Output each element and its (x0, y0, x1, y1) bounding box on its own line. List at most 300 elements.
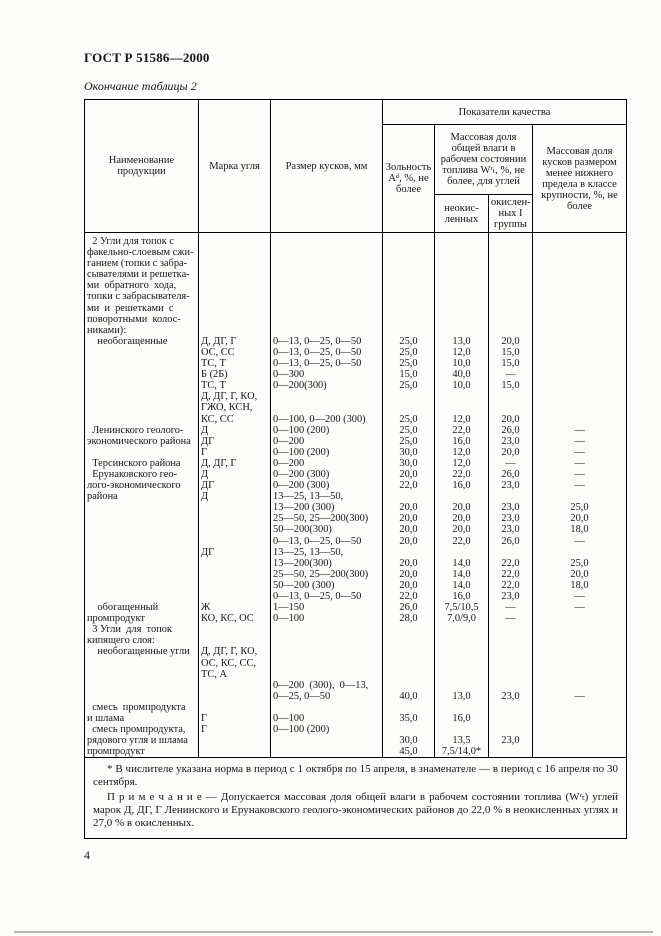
table-cell: 14,0 (435, 580, 489, 591)
table-cell: Д (199, 425, 271, 436)
table-row (85, 258, 627, 269)
table-cell: 20,0 (383, 524, 435, 535)
table-cell: необогащенные (85, 336, 199, 347)
table-cell: 26,0 (489, 469, 533, 480)
table-cell (199, 247, 271, 258)
table-cell (199, 702, 271, 713)
table-cell: 0—100 (200) (271, 425, 383, 436)
table-cell (271, 669, 383, 680)
table-cell (85, 447, 199, 458)
table-row (85, 269, 627, 280)
table-cell: ТС, Т (199, 380, 271, 391)
table-cell (383, 635, 435, 646)
table-cell (489, 314, 533, 325)
header-moisture: Массовая доля общей влаги в рабочем состоянии топлива Wʳₜ, %, не более, для углей (435, 125, 533, 195)
table-cell: ДГ (199, 547, 271, 558)
table-cell: 50—200(300) (271, 524, 383, 535)
table-cell (271, 635, 383, 646)
table-cell (383, 547, 435, 558)
table-cell (383, 669, 435, 680)
table-cell (383, 624, 435, 635)
table-row (85, 746, 627, 758)
table-cell: — (533, 447, 627, 458)
table-row (85, 291, 627, 302)
table-cell (533, 746, 627, 758)
table-cell: 40,0 (435, 369, 489, 380)
table-cell (271, 702, 383, 713)
table-row (85, 391, 627, 402)
table-row (85, 358, 627, 369)
footnote-cell (85, 758, 627, 839)
table-cell (199, 558, 271, 569)
table-cell: — (489, 613, 533, 624)
table-cell: рядового угля и шлама (85, 735, 199, 746)
table-cell: обогащенный (85, 602, 199, 613)
table-cell: 0—200 (300), 0—13, (271, 680, 383, 691)
table-row (85, 735, 627, 746)
table-cell: — (533, 591, 627, 602)
table-cell: 20,0 (383, 513, 435, 524)
table-cell (85, 658, 199, 669)
table-cell (533, 613, 627, 624)
table-cell: никами): (85, 325, 199, 336)
table-row (85, 702, 627, 713)
table-cell (199, 536, 271, 547)
table-cell: промпродукт (85, 746, 199, 758)
table-cell: 20,0 (489, 414, 533, 425)
header-fines: Массовая доля кусков размером менее нижнего предела в классе крупности, %, не более (533, 125, 627, 233)
table-cell (489, 291, 533, 302)
table-cell: лого-экономического (85, 480, 199, 491)
table-cell (435, 724, 489, 735)
table-cell: ОС, КС, СС, (199, 658, 271, 669)
table-cell (533, 402, 627, 413)
table-cell (383, 402, 435, 413)
header-coal-grade: Марка угля (199, 100, 271, 233)
table-row (85, 325, 627, 336)
table-cell: ТС, А (199, 669, 271, 680)
table-cell: кипящего слоя: (85, 635, 199, 646)
table-cell (435, 547, 489, 558)
table-cell (85, 558, 199, 569)
table-row (85, 513, 627, 524)
table-cell: 15,0 (489, 380, 533, 391)
table-cell: 22,0 (383, 480, 435, 491)
table-row (85, 280, 627, 291)
table-cell (533, 303, 627, 314)
table-cell (271, 624, 383, 635)
table-row (85, 658, 627, 669)
table-row (85, 624, 627, 635)
table-row (85, 536, 627, 547)
header-product-name: Наименование продукции (85, 100, 199, 233)
table-cell: 13—25, 13—50, (271, 491, 383, 502)
table-cell: экономического района (85, 436, 199, 447)
table-cell: 25,0 (383, 336, 435, 347)
table-cell (85, 591, 199, 602)
table-cell: 16,0 (435, 436, 489, 447)
coal-quality-table (84, 99, 627, 839)
table-cell: — (533, 469, 627, 480)
table-cell: Г (199, 713, 271, 724)
table-cell: 25—50, 25—200(300) (271, 513, 383, 524)
table-cell: 18,0 (533, 580, 627, 591)
table-cell (533, 547, 627, 558)
table-cell (435, 391, 489, 402)
table-row (85, 447, 627, 458)
table-cell: 30,0 (383, 447, 435, 458)
table-cell (271, 391, 383, 402)
table-cell: — (489, 602, 533, 613)
table-cell (533, 646, 627, 657)
table-cell (533, 414, 627, 425)
table-cell: 13,0 (435, 691, 489, 702)
table-cell (271, 325, 383, 336)
doc-code: ГОСТ Р 51586—2000 (84, 50, 210, 65)
table-row (85, 691, 627, 702)
table-cell: 0—200 (271, 458, 383, 469)
table-cell (435, 491, 489, 502)
table-cell: 14,0 (435, 569, 489, 580)
table-cell: ТС, Т (199, 358, 271, 369)
table-cell (489, 325, 533, 336)
table-cell (533, 658, 627, 669)
table-cell (199, 591, 271, 602)
table-cell (85, 536, 199, 547)
table-cell (85, 369, 199, 380)
table-row (85, 380, 627, 391)
table-cell (383, 325, 435, 336)
table-cell: 20,0 (533, 569, 627, 580)
table-cell (435, 402, 489, 413)
table-cell: 22,0 (435, 469, 489, 480)
table-cell: ми и решетками с (85, 303, 199, 314)
table-cell: 20,0 (489, 336, 533, 347)
table-cell: 25,0 (383, 347, 435, 358)
table-cell (533, 680, 627, 691)
header-moisture-unoxidized: неокис- ленных (435, 195, 489, 233)
table-cell (199, 325, 271, 336)
table-cell: 0—13, 0—25, 0—50 (271, 536, 383, 547)
table-cell (199, 691, 271, 702)
table-cell: Ленинского геолого- (85, 425, 199, 436)
table-cell: и шлама (85, 713, 199, 724)
table-cell: 2 Угли для топок с (85, 233, 199, 248)
table-cell (85, 580, 199, 591)
table-cell: 26,0 (489, 536, 533, 547)
table-cell (533, 258, 627, 269)
table-cell (489, 713, 533, 724)
table-cell (85, 569, 199, 580)
table-cell: необогащенные угли (85, 646, 199, 657)
table-cell (533, 380, 627, 391)
table-cell (383, 258, 435, 269)
table-row (85, 314, 627, 325)
table-row (85, 569, 627, 580)
table-cell: 23,0 (489, 502, 533, 513)
table-cell: — (489, 458, 533, 469)
table-cell: Терсинского района (85, 458, 199, 469)
header-quality-indicators: Показатели качества (383, 100, 627, 125)
table-cell (435, 291, 489, 302)
table-cell: 0—13, 0—25, 0—50 (271, 591, 383, 602)
table-cell (435, 258, 489, 269)
table-cell (271, 233, 383, 248)
table-row (85, 233, 627, 248)
table-cell (435, 635, 489, 646)
table-cell (489, 547, 533, 558)
table-cell (85, 414, 199, 425)
table-cell: 0—100, 0—200 (300) (271, 414, 383, 425)
table-cell: смесь промпродукта, (85, 724, 199, 735)
table-cell: — (533, 480, 627, 491)
table-cell: ми обратного хода, (85, 280, 199, 291)
table-cell: 23,0 (489, 480, 533, 491)
scan-edge-shadow (14, 931, 653, 933)
table-cell: 50—200 (300) (271, 580, 383, 591)
table-row (85, 502, 627, 513)
table-cell (383, 233, 435, 248)
table-cell: — (533, 458, 627, 469)
table-cell (199, 291, 271, 302)
table-row (85, 602, 627, 613)
table-cell (533, 635, 627, 646)
table-cell: топки с забрасывателя- (85, 291, 199, 302)
table-cell (489, 303, 533, 314)
table-cell: Д (199, 469, 271, 480)
table-cell: 1—150 (271, 602, 383, 613)
table-cell (199, 233, 271, 248)
table-cell: 22,0 (489, 580, 533, 591)
table-cell (435, 702, 489, 713)
table-cell: Г (199, 447, 271, 458)
table-cell: ганием (топки с забра- (85, 258, 199, 269)
table-cell: — (533, 536, 627, 547)
table-cell (199, 280, 271, 291)
footnote-asterisk: * В числителе указана норма в период с 1 октября по 15 апреля, в знаменателе — в период с 16 апреля по 30 сентября. (93, 763, 619, 789)
table-cell: Б (2Б) (199, 369, 271, 380)
table-cell (435, 646, 489, 657)
table-row (85, 635, 627, 646)
header-moisture-oxidized: окислен- ных I группы (489, 195, 533, 233)
table-cell: Д, ДГ, Г (199, 336, 271, 347)
table-cell (271, 646, 383, 657)
table-cell (435, 269, 489, 280)
table-cell: 20,0 (383, 469, 435, 480)
table-cell: 10,0 (435, 358, 489, 369)
table-cell (199, 303, 271, 314)
table-row (85, 558, 627, 569)
table-cell (489, 491, 533, 502)
table-row (85, 336, 627, 347)
table-header (85, 100, 627, 233)
table-cell (85, 524, 199, 535)
table-cell: — (533, 602, 627, 613)
table-cell: ДГ (199, 480, 271, 491)
table-cell (435, 280, 489, 291)
table-cell: — (533, 436, 627, 447)
table-cell: 28,0 (383, 613, 435, 624)
table-cell: 15,0 (489, 358, 533, 369)
table-cell: поворотными колос- (85, 314, 199, 325)
table-cell (533, 624, 627, 635)
table-cell: 13—200 (300) (271, 502, 383, 513)
table-cell (383, 391, 435, 402)
table-cell: 23,0 (489, 735, 533, 746)
table-cell (489, 702, 533, 713)
table-cell (489, 247, 533, 258)
table-cell: 23,0 (489, 513, 533, 524)
table-cell: КО, КС, ОС (199, 613, 271, 624)
table-cell: 30,0 (383, 735, 435, 746)
table-row (85, 491, 627, 502)
table-row (85, 347, 627, 358)
table-cell: Д, ДГ, Г, КО, (199, 391, 271, 402)
table-cell (489, 658, 533, 669)
table-cell: 25,0 (533, 558, 627, 569)
table-cell (489, 280, 533, 291)
table-cell: 25,0 (383, 380, 435, 391)
table-cell: 0—200(300) (271, 380, 383, 391)
table-cell: 12,0 (435, 414, 489, 425)
table-cell: 13—200(300) (271, 558, 383, 569)
table-cell: ГЖО, КСН, (199, 402, 271, 413)
table-cell: 13—25, 13—50, (271, 547, 383, 558)
table-cell: 0—25, 0—50 (271, 691, 383, 702)
table-row (85, 680, 627, 691)
table-cell: Д, ДГ, Г (199, 458, 271, 469)
table-cell: 16,0 (435, 480, 489, 491)
table-cell (489, 391, 533, 402)
table-cell (533, 269, 627, 280)
table-cell: 0—100 (200) (271, 447, 383, 458)
table-cell (199, 735, 271, 746)
table-row (85, 469, 627, 480)
table-row (85, 713, 627, 724)
footnote-note: П р и м е ч а н и е — Допускается массовая доля общей влаги в рабочем состоянии топлива (Wʳₜ) углей марок Д, ДГ, Г Ленинского и Ерунаковского геолого-экономических районов до 22,0 % в неокисленных углях и 27,0 % в окисленных. (93, 791, 619, 830)
table-row (85, 247, 627, 258)
table-cell (271, 258, 383, 269)
table-cell (199, 513, 271, 524)
table-cell: 15,0 (383, 369, 435, 380)
table-cell: 25,0 (383, 436, 435, 447)
table-cell (85, 502, 199, 513)
table-row (85, 524, 627, 535)
table-cell (533, 336, 627, 347)
table-cell: 7,0/9,0 (435, 613, 489, 624)
table-cell (85, 347, 199, 358)
table-cell: 0—100 (200) (271, 724, 383, 735)
table-cell (435, 325, 489, 336)
table-cell: 14,0 (435, 558, 489, 569)
table-cell: 22,0 (435, 536, 489, 547)
table-cell: 7,5/14,0* (435, 746, 489, 758)
table-cell (271, 746, 383, 758)
table-cell (199, 680, 271, 691)
table-cell (533, 358, 627, 369)
table-cell: 20,0 (435, 502, 489, 513)
table-cell (199, 524, 271, 535)
table-cell (435, 658, 489, 669)
table-cell: 23,0 (489, 691, 533, 702)
table-cell: промпродукт (85, 613, 199, 624)
table-row (85, 547, 627, 558)
table-cell (435, 233, 489, 248)
table-cell (489, 669, 533, 680)
table-row (85, 646, 627, 657)
table-cell: 16,0 (435, 713, 489, 724)
table-cell (271, 402, 383, 413)
table-cell: 0—13, 0—25, 0—50 (271, 336, 383, 347)
table-cell (533, 724, 627, 735)
table-row (85, 458, 627, 469)
table-cell (199, 569, 271, 580)
header-ash-content: Зольность Аᵈ, %, не более (383, 125, 435, 233)
table-cell (85, 391, 199, 402)
table-cell: 0—13, 0—25, 0—50 (271, 358, 383, 369)
table-cell: 0—200 (271, 436, 383, 447)
table-row (85, 436, 627, 447)
table-cell (533, 314, 627, 325)
table-cell: 45,0 (383, 746, 435, 758)
table-cell (199, 314, 271, 325)
table-row (85, 669, 627, 680)
table-cell: 23,0 (489, 524, 533, 535)
table-cell: 0—13, 0—25, 0—50 (271, 347, 383, 358)
table-cell (533, 347, 627, 358)
table-cell (533, 702, 627, 713)
table-cell: 25,0 (383, 425, 435, 436)
header-row-quality (85, 100, 627, 125)
table-cell (85, 358, 199, 369)
table-cell: смесь промпродукта (85, 702, 199, 713)
table-cell: КС, СС (199, 414, 271, 425)
table-cell (271, 269, 383, 280)
table-cell (383, 680, 435, 691)
table-cell (533, 233, 627, 248)
table-cell: 22,0 (489, 569, 533, 580)
table-cell (85, 513, 199, 524)
table-row (85, 303, 627, 314)
table-cell: сывателями и решетка- (85, 269, 199, 280)
table-cell (489, 635, 533, 646)
table-cell (383, 303, 435, 314)
table-cell (85, 380, 199, 391)
table-cell (85, 547, 199, 558)
table-cell (533, 391, 627, 402)
table-cell (199, 258, 271, 269)
table-cell (383, 269, 435, 280)
table-cell: 20,0 (533, 513, 627, 524)
table-cell: 0—100 (271, 713, 383, 724)
table-cell: Ерунаковского гео- (85, 469, 199, 480)
table-cell (271, 658, 383, 669)
page-number: 4 (84, 848, 90, 863)
table-cell (271, 303, 383, 314)
table-cell: 26,0 (383, 602, 435, 613)
table-footer (85, 758, 627, 839)
table-cell (489, 258, 533, 269)
table-cell (271, 735, 383, 746)
table-cell (533, 291, 627, 302)
table-cell: 18,0 (533, 524, 627, 535)
table-cell: 13,5 (435, 735, 489, 746)
table-cell (271, 291, 383, 302)
table-cell: ОС, СС (199, 347, 271, 358)
table-cell: 20,0 (435, 513, 489, 524)
table-cell (489, 680, 533, 691)
table-cell: 12,0 (435, 447, 489, 458)
